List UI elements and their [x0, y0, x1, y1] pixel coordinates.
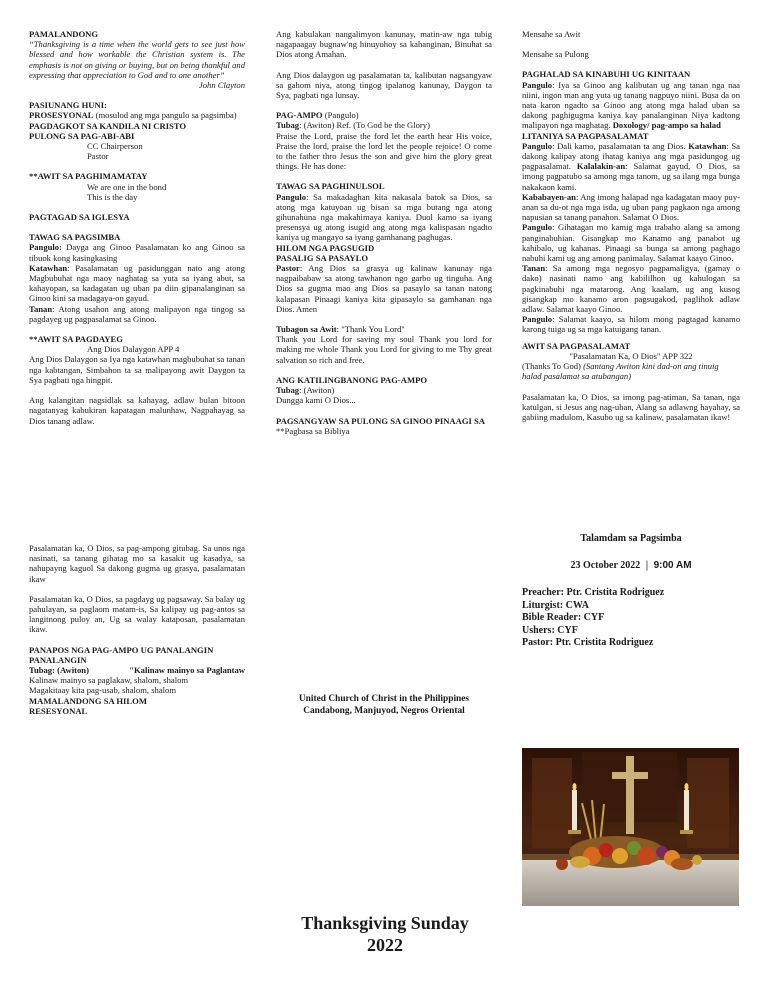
tawag-pangulo: Pangulo: Dayga ang Ginoo Pasalamatan ko ang Ginoo sa tibuok kong kasingkasing — [29, 242, 245, 263]
litaniya-4: Pangulo: Gihatagan mo kamig mga trabaho alang sa among panginabuhian. Gisangkap mo Kanamo ang panabot ug kahibalo, ug kahanas. Pinaagi sa bunga sa among paghago nabuhi kami ug ang among panimalay. Salamat kaayo Ginoo. — [522, 222, 740, 264]
praise-lyrics: Praise the Lord, praise the ford let the earth hear His voice, Praise the lord, praise the lord let the people rejoice! O come to the father thro Jesus the son and give him the glory great things. He has done: — [276, 130, 492, 172]
mensahe-awit: Mensahe sa Awit — [522, 29, 581, 39]
bibliya-line: **Pagbasa sa Bibliya — [276, 425, 350, 436]
awit-pagdayeg-title: Ang Dios Dalaygon APP 4 — [87, 344, 180, 355]
role-bible-reader: Bible Reader: CYF — [522, 612, 605, 623]
talamdam-heading: Talamdam sa Pagsimba — [580, 533, 682, 544]
tawag-paghinulsol-heading: TAWAG SA PAGHINULSOL — [276, 181, 385, 192]
column-1-top — [29, 29, 245, 426]
pagtagad-heading: PAGTAGAD SA IGLESYA — [29, 212, 130, 223]
hymn-line-1: We are one in the bond — [87, 181, 167, 192]
column-2-top — [276, 29, 492, 436]
tubagon-heading: Tubagon sa Awit: "Thank You Lord" — [276, 324, 405, 335]
service-roles — [522, 587, 740, 650]
time-text: 9:00 AM — [653, 560, 692, 571]
verse-5: Pasalamatan ka, O Dios, sa pag-ampong gitubag. Sa unos nga nasinati, sa tanang gihatag mo sa kasakit ug kasadya, sa nahupayng kaguol Sa dakong gugma ug grasya, pasalamatan ikaw — [29, 543, 245, 584]
church-line-1: United Church of Christ in the Philippines — [298, 694, 470, 704]
thanksgiving-altar-image — [522, 748, 739, 906]
service-date — [522, 560, 740, 571]
awit-pagpasalamat-heading: AWIT SA PAGPASALAMAT — [522, 340, 631, 351]
date-text: 23 October 2022 — [570, 560, 641, 571]
awit-pagpasalamat-verse: Pasalamatan ka, O Dios, sa imong pag-atiman, Sa tanan, nga katulgan, si Jesus ang nag-uban, Alang sa adlawng hayahay, sa gabiing madulom, Kasubo ug sa kalinaw, pasalamatan ikaw! — [522, 391, 740, 422]
column-3-top — [522, 29, 740, 422]
katilingbanong-tubag: Tubag: (Awiton) — [276, 385, 335, 396]
pamalandong-heading: PAMALANDONG — [29, 29, 99, 39]
pasalig-pastor: Pastor: Ang Dios sa grasya ug kalinaw kanunay nga nagpaibabaw sa atong tawhanon ngo garbo ug tinguha. Ang Dios sa gugma mao ang Dios sa pasaylo sa tanan natong kalapasan Pinaagi kaniya kita gipasaylo sa gamhanan nga Dios. Amen — [276, 263, 492, 314]
role-preacher: Preacher: Ptr. Cristita Rodriguez — [522, 587, 665, 598]
prosesyonal-line: PROSESYONAL (mosulod ang mga pangulo sa pagsimba) — [29, 110, 237, 121]
katilingbanong-heading: ANG KATILINGBANONG PAG-AMPO — [276, 374, 428, 385]
pasiunang-heading: PASIUNANG HUNI: — [29, 100, 107, 111]
verse-3: Ang kabulakan nangalimyon kanunay, matin-aw nga tubig nagapaagay bugnaw'ng hinuyohoy sa kahanginan, Binuhat sa Dios atong Amahan. — [276, 29, 492, 60]
pag-abi-abi-heading: PULONG SA PAG-ABI-ABI — [29, 130, 135, 141]
katilingbanong-line: Dungga kami O Dios... — [276, 395, 356, 406]
litaniya-5: Tanan: Sa among mga negosyo pagpamaligya, (gamay o dako) nasinati namo ang kabililhon ug kahulogan sa pagkinabuhi nga matarong. Ang kaalam, ug ang kusog gisangkap mo kanamo aron pagsugakod, paglihok adlaw adlaw. Salamat kaayo Ginoo. — [522, 263, 740, 315]
pasalig-heading: PASALIG SA PASAYLO — [276, 252, 369, 263]
panapos-tubag: Tubag: (Awiton) "Kalinaw mainyo sa Paglantaw — [29, 665, 245, 676]
litaniya-6: Pangulo: Salamat kaayo, sa hilom mong pagtagad kanamo karong tuiga ug sa mga katuigang tanan. — [522, 314, 740, 335]
pag-ampo-tubag: Tubag: (Awiton) Ref. (To God be the Glory) — [276, 120, 430, 131]
panalangin-heading: PANALANGIN — [29, 654, 87, 665]
cover-title — [240, 912, 530, 956]
church-name — [276, 693, 492, 717]
awit-pagdayeg-verse-1: Ang Dios Dalaygon sa Iya nga katawhan magbubuhat sa tanan nga kabtangan, Simbahon ta sa malipayong awit Daygon ta Sya pagbati nga hingpit. — [29, 354, 245, 385]
cover-title-line-2: 2022 — [367, 935, 403, 955]
tawag-tanan: Tanan: Atong usahon ang atong malipayon nga tingog sa pagdayeg ug pagpasalamat sa Ginoo. — [29, 303, 245, 324]
cover-title-line-1: Thanksgiving Sunday — [301, 913, 469, 933]
paghalad-pangulo: Pangulo: Iya sa Ginoo ang kalibutan ug ang tanan nga naa niini, ingon man ang yuta ug tanang nagpuyo niini. Busa da on nata karon ngadto sa Ginoo ang atong mga halad uban sa dakong paghigugma kaniya kay panalanginan Niya kadtong malipayon nga maghatag. Doxology/ pag-ampo sa halad — [522, 79, 740, 131]
pagdagkot-heading: PAGDAGKOT SA KANDILA NI CRISTO — [29, 120, 187, 131]
paghalad-heading: PAGHALAD SA KINABUHI UG KINITAAN — [522, 69, 691, 80]
awit-pagdayeg-verse-2: Ang kalangitan nagsidlak sa kahayag, adlaw bulan bitoon nagatanyag kabukiran kapatagan malunhaw, Nagpahayag sa Dios tanang adlaw. — [29, 395, 245, 426]
quote-author: John Clayton — [198, 80, 245, 91]
shalom-line-2: Magakitaay kita pag-usab, shalom, shalom — [29, 685, 177, 696]
tawag-katawhan: Katawhan: Pasalamatan ug pasidunggan nato ang atong Magbubuhat nga maoy naghatag sa yuta sa iyang abut, sa kahayopan, sa kadagatan ug uban pa diin gipanalanginan sa Ginoo kini sa madagaya-on gayud. — [29, 262, 245, 304]
paghinulsol-pangulo: Pangulo: Sa makadaghan kita nakasala batok sa Dios, sa atong mga katuyoan ug bisan sa mga butang nga atong gihunahuna nga makahimaya kaniya. Duol kamo sa iyang presensya ug atong isugid ang atong mga kalispasan ngadto kaniya ug mangayo sa iyang gamhanang paghugas. — [276, 191, 492, 243]
litaniya-heading: LITANIYA SA PAGPASALAMAT — [522, 130, 649, 141]
thanksgiving-quote: “Thanksgiving is a time when the world gets to see just how blessed and how workable the Christian system is. The emphasis is not on giving or buying, but on being thankful and expressing that appreciation to God and to one another” — [29, 39, 245, 80]
litaniya-1: Pangulo: Dali kamo, pasalamatan ta ang Dios. Katawhan: Sa dakong kalipay atong ihatag kaniya ang mga pasidungog ug pagpasalamat. Kalalakin-an: Salamat gayud, O Dios, sa imong pagpatubo sa among mga tanom, ug sa ilang mga bunga nakakaon kami. — [522, 140, 740, 192]
panapos-heading: PANAPOS NGA PAG-AMPO UG PANALANGIN — [29, 644, 214, 655]
role-pastor: Pastor: Ptr. Cristita Rodriguez — [522, 637, 654, 648]
date-separator: | — [645, 560, 649, 571]
awit-pagpasalamat-note: (Thanks To God) (Santang Awiton kini dad-on ang tinuig halad pasalamat sa atubangan) — [522, 361, 719, 382]
church-line-2: Candabong, Manjuyod, Negros Oriental — [303, 706, 465, 716]
resesyonal-heading: RESESYONAL — [29, 705, 88, 716]
awit-pagdayeg-heading: **AWIT SA PAGDAYEG — [29, 334, 123, 345]
hymn-line-2: This is the day — [87, 191, 138, 202]
tawag-heading: TAWAG SA PAGSIMBA — [29, 232, 121, 243]
awit-pagpasalamat-title: "Pasalamatan Ka, O Dios" APP 322 — [569, 350, 693, 361]
altar-illustration — [522, 748, 739, 906]
pag-ampo-heading: PAG-AMPO (Pangulo) — [276, 110, 359, 121]
pastor-label: Pastor — [87, 151, 109, 162]
verse-4: Ang Dios dalaygon ug pasalamatan ta, kalibutan nagsangyaw sa gahom niya, atong tingog ipalanog kanunay, Daygon ta Sya, pagbati nga lunsay. — [276, 69, 492, 101]
column-1-bottom — [29, 543, 245, 716]
role-ushers: Ushers: CYF — [522, 624, 578, 636]
pagsangyaw-heading: PAGSANGYAW SA PULONG SA GINOO PINAAGI SA — [276, 415, 485, 426]
mamalandong-heading: MAMALANDONG SA HILOM — [29, 695, 147, 706]
awit-paghimamatay-heading: **AWIT SA PAGHIMAMATAY — [29, 171, 148, 182]
mensahe-pulong: Mensahe sa Pulong — [522, 49, 589, 60]
shalom-line-1: Kalinaw mainyo sa paglakaw, shalom, shalom — [29, 675, 189, 686]
role-liturgist: Liturgist: CWA — [522, 599, 589, 611]
hilom-heading: HILOM NGA PAGSUGID — [276, 242, 375, 253]
cc-chairperson: CC Chairperson — [87, 141, 143, 152]
thank-you-lord-lyrics: Thank you Lord for saving my soul Thank you lord for making me whole Thank you Lord for giving to me Thy great salvation so rich and free. — [276, 334, 492, 365]
verse-6: Pasalamatan ka, O Dios, sa pagdayg ug pagsaway. Sa balay ug pahulayan, sa paglaom matam-is, Sa kalipay ug pag-antos sa langitnong puloy an, Ug sa walay kataposan, pasalamatan ikaw. — [29, 593, 245, 635]
litaniya-3: Kababayen-an: Ang imong halapad nga kadagatan maoy puy-anan sa du-ot nga mga isda, ug uban pang pagkaon nga among napusian sa tanang panahon. Salamat O Dios. — [522, 191, 740, 223]
